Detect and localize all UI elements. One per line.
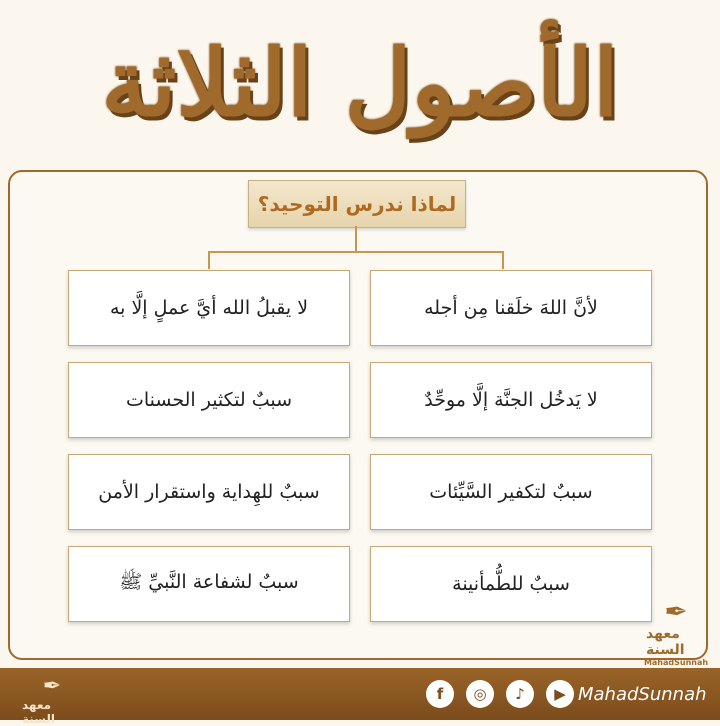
footer-logo <box>22 674 82 726</box>
pen-icon: ✒ <box>42 674 62 699</box>
reason-card: سببٌ لتكثير الحسنات <box>68 362 350 438</box>
youtube-icon[interactable]: ▶ <box>546 680 574 708</box>
brand-logo <box>643 595 709 667</box>
logo-english-text: MahadSunnah <box>643 658 709 667</box>
title-text: الأصول الثلاثة <box>101 29 619 137</box>
facebook-icon[interactable]: f <box>426 680 454 708</box>
reason-card: سببٌ للهِداية واستقرار الأمن <box>68 454 350 530</box>
reason-card: سببٌ لشفاعة النَّبيِّ ﷺ <box>68 546 350 622</box>
page-title <box>0 8 720 158</box>
connector-left-drop <box>208 251 210 269</box>
tiktok-icon[interactable]: ♪ <box>506 680 534 708</box>
question-text: لماذا ندرس التوحيد؟ <box>257 192 457 216</box>
connector-right-drop <box>502 251 504 269</box>
reason-card: لأنَّ اللهَ خلَقنا مِن أجله <box>370 270 652 346</box>
reason-card: سببٌ لتكفير السَّيِّئات <box>370 454 652 530</box>
connector-horizontal <box>208 251 504 253</box>
reason-card: لا يَدخُل الجنَّة إلَّا موحِّدٌ <box>370 362 652 438</box>
footer-logo-text: معهد السنة <box>22 698 56 726</box>
channel-handle[interactable]: MahadSunnah <box>578 683 707 705</box>
question-header <box>248 180 466 228</box>
reason-card: لا يقبلُ الله أيَّ عملٍ إلَّا به <box>68 270 350 346</box>
instagram-icon[interactable]: ◎ <box>466 680 494 708</box>
connector-vertical-main <box>355 226 357 252</box>
logo-arabic-text: معهد السنة <box>646 626 685 658</box>
pen-icon: ✒ <box>664 595 688 628</box>
reason-card: سببٌ للطُّمأنينة <box>370 546 652 622</box>
